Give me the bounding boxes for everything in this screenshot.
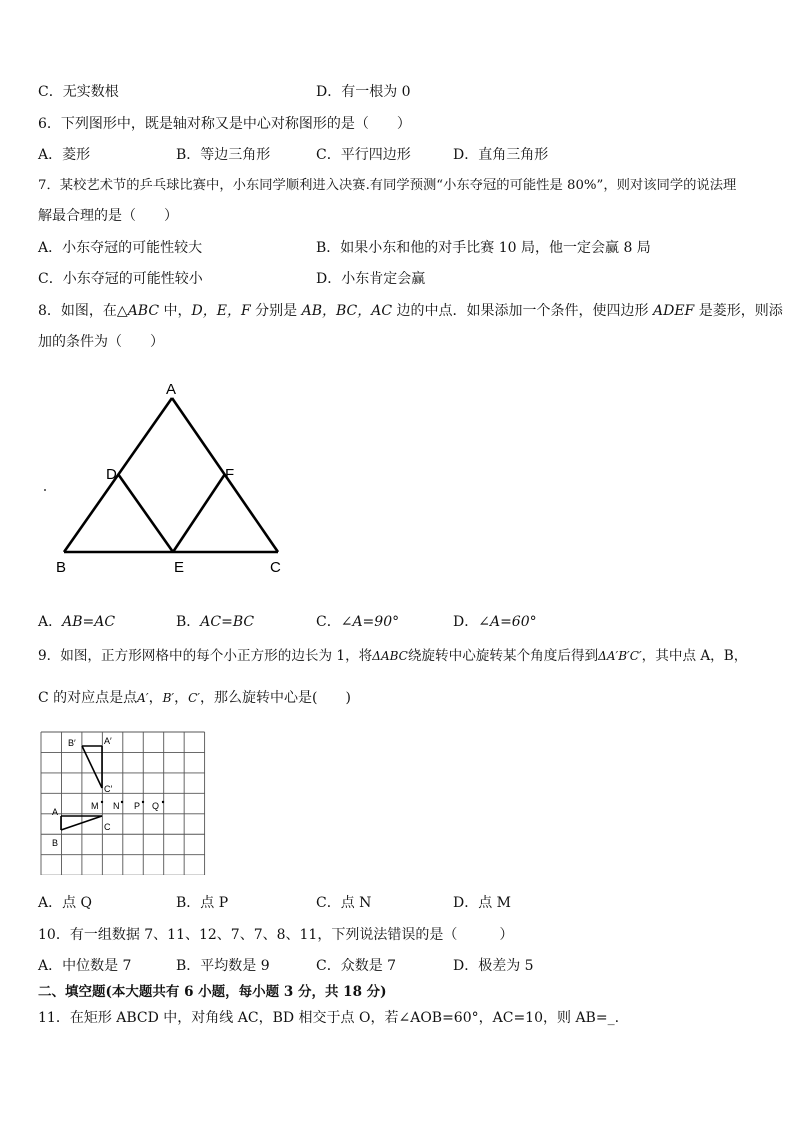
q10-option-c: C．众数是 7 xyxy=(316,958,397,974)
q7-option-d: D．小东肯定会赢 xyxy=(316,271,426,287)
q11-stem: 11．在矩形 ABCD 中，对角线 AC，BD 相交于点 O，若∠AOB=60°，AC=10，则 AB=_. xyxy=(38,1010,620,1026)
label-c: C xyxy=(270,559,281,576)
q9-point-b-prime: B′ xyxy=(162,691,175,705)
q8-option-b-expr: AC=BC xyxy=(200,614,255,630)
q8-option-d-expr: ∠A=60° xyxy=(478,614,537,630)
grid-lines xyxy=(41,732,205,875)
point-q xyxy=(162,801,164,803)
q8-triangle-figure xyxy=(30,372,300,584)
q9-triangle-abc: ΔABC xyxy=(372,649,408,663)
q8-option-c-letter: C． xyxy=(316,614,341,630)
label-b: B xyxy=(56,559,67,576)
q7-option-b: B．如果小东和他的对手比赛 10 局，他一定会赢 8 局 xyxy=(316,240,651,256)
label-f: F xyxy=(225,466,235,483)
q8-points: D，E，F xyxy=(191,303,251,319)
q9-stem-part2: 绕旋转中心旋转某个角度后得到 xyxy=(407,648,599,664)
q7-stem-line1: 7．某校艺术节的乒乓球比赛中，小东同学顺利进入决赛.有同学预测“小东夺冠的可能性是 80%”，则对该同学的说法理 xyxy=(38,178,737,193)
q8-option-c-expr: ∠A=90° xyxy=(340,614,400,630)
q9-option-c: C．点 N xyxy=(316,895,372,911)
segment-de xyxy=(118,474,173,552)
label-a: A xyxy=(52,807,59,817)
point-m xyxy=(101,801,103,803)
q8-option-d xyxy=(453,612,537,632)
q7-option-a: A．小东夺冠的可能性较大 xyxy=(38,240,203,256)
point-n xyxy=(121,801,123,803)
q8-stem-line2: 加的条件为（ ） xyxy=(38,334,164,350)
q8-stem-mid1: 中， xyxy=(159,303,192,319)
q5-option-d: D．有一根为 0 xyxy=(316,84,411,100)
q8-quad: ADEF xyxy=(652,303,695,319)
q7-stem-line2: 解最合理的是（ ） xyxy=(38,208,178,224)
q8-stem-mid2: 分别是 xyxy=(250,303,302,319)
q9-point-c-prime: C′ xyxy=(188,691,201,705)
q9-point-a-prime: A′ xyxy=(137,691,149,705)
q9-option-b: B．点 P xyxy=(176,895,229,911)
label-c-prime: C′ xyxy=(104,784,113,794)
q8-option-a-letter: A． xyxy=(38,614,63,630)
label-a-prime: A′ xyxy=(104,736,112,746)
label-q: Q xyxy=(152,801,160,811)
segment-ef xyxy=(173,474,225,552)
q6-option-c: C．平行四边形 xyxy=(316,147,411,163)
q10-option-b: B．平均数是 9 xyxy=(176,958,270,974)
q5-option-c: C．无实数根 xyxy=(38,84,119,100)
label-b-prime: B′ xyxy=(68,738,76,748)
q8-option-d-letter: D． xyxy=(453,614,479,630)
section2-heading: 二、填空题(本大题共有 6 小题，每小题 3 分，共 18 分) xyxy=(38,984,387,1000)
label-d: D xyxy=(106,466,117,483)
q8-option-c xyxy=(316,612,399,632)
q8-stem-mid3: 边的中点．如果添加一个条件，使四边形 xyxy=(392,303,653,319)
point-p xyxy=(142,801,144,803)
q9-option-d: D．点 M xyxy=(453,895,512,911)
q10-option-a: A．中位数是 7 xyxy=(38,958,132,974)
q6-option-a: A．菱形 xyxy=(38,147,91,163)
label-p: P xyxy=(134,801,141,811)
q9-stem-line2-b: ，那么旋转中心是( ) xyxy=(200,690,351,706)
q8-stem-prefix: 8．如图，在 xyxy=(38,303,117,319)
q6-option-d: D．直角三角形 xyxy=(453,147,549,163)
q9-stem-line1 xyxy=(38,646,747,666)
q9-stem-line2-a: C 的对应点是点 xyxy=(38,690,138,706)
label-a: A xyxy=(166,381,177,398)
q8-triangle-label: △ABC xyxy=(116,303,160,319)
q6-option-b: B．等边三角形 xyxy=(176,147,271,163)
stray-dot xyxy=(44,489,46,491)
label-n: N xyxy=(113,801,120,811)
q9-option-a: A．点 Q xyxy=(38,895,93,911)
q9-stem-part1: 9．如图，正方形网格中的每个小正方形的边长为 1，将 xyxy=(38,648,373,664)
label-b: B xyxy=(52,838,59,848)
q7-option-c: C．小东夺冠的可能性较小 xyxy=(38,271,203,287)
q8-option-b-letter: B． xyxy=(176,614,201,630)
label-e: E xyxy=(174,559,185,576)
q6-stem: 6．下列图形中，既是轴对称又是中心对称图形的是（ ） xyxy=(38,116,411,132)
q9-stem-part3: ，其中点 A，B， xyxy=(641,648,748,664)
q8-option-a-expr: AB=AC xyxy=(62,614,116,630)
q8-option-a xyxy=(38,612,115,632)
q10-option-d: D．极差为 5 xyxy=(453,958,534,974)
q10-stem: 10．有一组数据 7、11、12、7、7、8、11，下列说法错误的是（ ） xyxy=(38,927,514,943)
q8-stem-line1 xyxy=(38,301,783,321)
q8-option-b xyxy=(176,612,254,632)
label-c: C xyxy=(104,822,111,832)
q9-stem-line2: C 的对应点是点A′，B′，C′，那么旋转中心是( ) xyxy=(38,690,351,706)
q8-sides: AB，BC，AC xyxy=(301,303,393,319)
q8-stem-suffix: 是菱形，则添 xyxy=(694,303,783,319)
label-m: M xyxy=(91,801,99,811)
q9-grid-figure xyxy=(40,727,206,875)
q9-triangle-prime: ΔA′B′C′ xyxy=(598,649,642,663)
